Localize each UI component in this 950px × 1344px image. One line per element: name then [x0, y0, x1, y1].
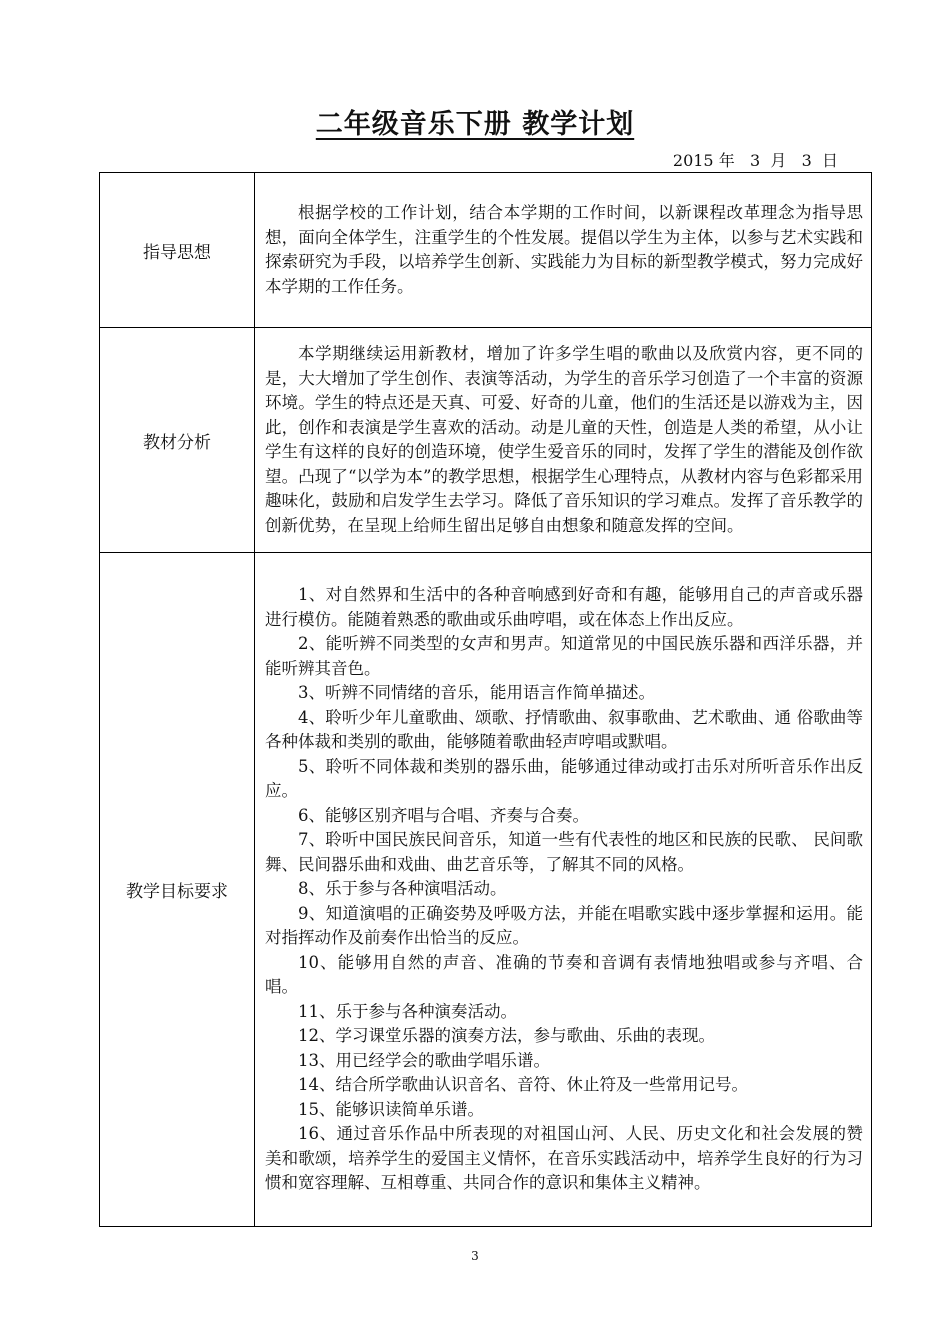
goal-item-10: 10、能够用自然的声音、准确的节奏和音调有表情地独唱或参与齐唱、合唱。 [265, 952, 863, 997]
page-title [0, 102, 950, 141]
table-row-analysis [100, 328, 872, 553]
date-line [673, 148, 838, 171]
page-number: 3 [471, 1249, 479, 1263]
goal-item-4: 4、聆听少年儿童歌曲、颂歌、抒情歌曲、叙事歌曲、艺术歌曲、通 俗歌曲等各种体裁和类别的歌曲，能够随着歌曲轻声哼唱或默唱。 [265, 707, 863, 752]
goal-item-16: 16、通过音乐作品中所表现的对祖国山河、人民、历史文化和社会发展的赞美和歌颂，培养学生的爱国主义情怀，在音乐实践活动中，培养学生良好的行为习惯和宽容理解、互相尊重、共同合作的意识和集体主义精神。 [265, 1124, 863, 1193]
goal-item-6: 6、能够区别齐唱与合唱、齐奏与合奏。 [298, 805, 589, 825]
analysis-paragraph: 本学期继续运用新教材，增加了许多学生唱的歌曲以及欣赏内容，更不同的是，大大增加了学生创作、表演等活动，为学生的音乐学习创造了一个丰富的资源环境。学生的特点还是天真、可爱、好奇的儿童，他们的生活还是以游戏为主，因此，创作和表演是学生喜欢的活动。动是儿童的天性，创造是人类的希望，从小让学生有这样的良好的创造环境，使学生爱音乐的同时，发挥了学生的潜能及创作欲 望。凸现了“以学为本”的教学思想，根据学生心理特点，从教材内容与色彩都采用趣味化，鼓励和启发学生去学习。降低了音乐知识的学习难点。发挥了音乐教学的创新优势，在呈现上给师生留出足够自由想象和随意发挥的空间。 [265, 344, 863, 535]
date-day: 3 [801, 151, 812, 170]
page-title-text: 二年级音乐下册 教学计划 [315, 109, 635, 140]
date-month-unit: 月 [770, 151, 787, 170]
goal-item-11: 11、乐于参与各种演奏活动。 [298, 1001, 517, 1021]
guiding-paragraph: 根据学校的工作计划，结合本学期的工作时间，以新课程改革理念为指导思想，面向全体学生，注重学生的个性发展。提倡以学生为主体，以参与艺术实践和探索研究为手段，以培养学生创新、实践能力为目标的新型教学模式，努力完成好本学期的工作任务。 [265, 203, 863, 296]
goal-item-1: 1、对自然界和生活中的各种音响感到好奇和有趣，能够用自己的声音或乐器进行模仿。能随着熟悉的歌曲或乐曲哼唱，或在体态上作出反应。 [265, 585, 863, 629]
goal-item-7: 7、聆听中国民族民间音乐，知道一些有代表性的地区和民族的民歌、 民间歌舞、民间器乐曲和戏曲、曲艺音乐等，了解其不同的风格。 [265, 830, 863, 874]
section-label-guiding: 指导思想 [100, 173, 255, 328]
goal-item-15: 15、能够识读简单乐谱。 [298, 1099, 484, 1119]
section-content-guiding [255, 173, 872, 328]
goal-item-3: 3、听辨不同情绪的音乐，能用语言作简单描述。 [298, 683, 655, 703]
plan-table [99, 172, 872, 1227]
goal-item-9: 9、知道演唱的正确姿势及呼吸方法，并能在唱歌实践中逐步掌握和运用。能对指挥动作及前奏作出恰当的反应。 [265, 903, 863, 948]
section-content-analysis [255, 328, 872, 553]
goal-item-2: 2、能听辨不同类型的女声和男声。知道常见的中国民族乐器和西洋乐器，并能听辨其音色。 [265, 634, 863, 678]
goal-item-14: 14、结合所学歌曲认识音名、音符、休止符及一些常用记号。 [298, 1075, 748, 1095]
goal-item-12: 12、学习课堂乐器的演奏方法，参与歌曲、乐曲的表现。 [298, 1026, 715, 1046]
goal-item-13: 13、用已经学会的歌曲学唱乐谱。 [298, 1050, 550, 1070]
date-year-unit: 年 [718, 151, 735, 170]
section-label-goals: 教学目标要求 [100, 553, 255, 1227]
section-label-analysis: 教材分析 [100, 328, 255, 553]
date-year: 2015 [672, 151, 714, 170]
section-content-goals [255, 553, 872, 1227]
table-row-goals [100, 553, 872, 1227]
table-row-guiding [100, 173, 872, 328]
date-month: 3 [749, 151, 761, 170]
goal-item-5: 5、聆听不同体裁和类别的器乐曲，能够通过律动或打击乐对所听音乐作出反应。 [265, 756, 863, 801]
goal-item-8: 8、乐于参与各种演唱活动。 [298, 879, 507, 899]
date-day-unit: 日 [821, 151, 838, 170]
